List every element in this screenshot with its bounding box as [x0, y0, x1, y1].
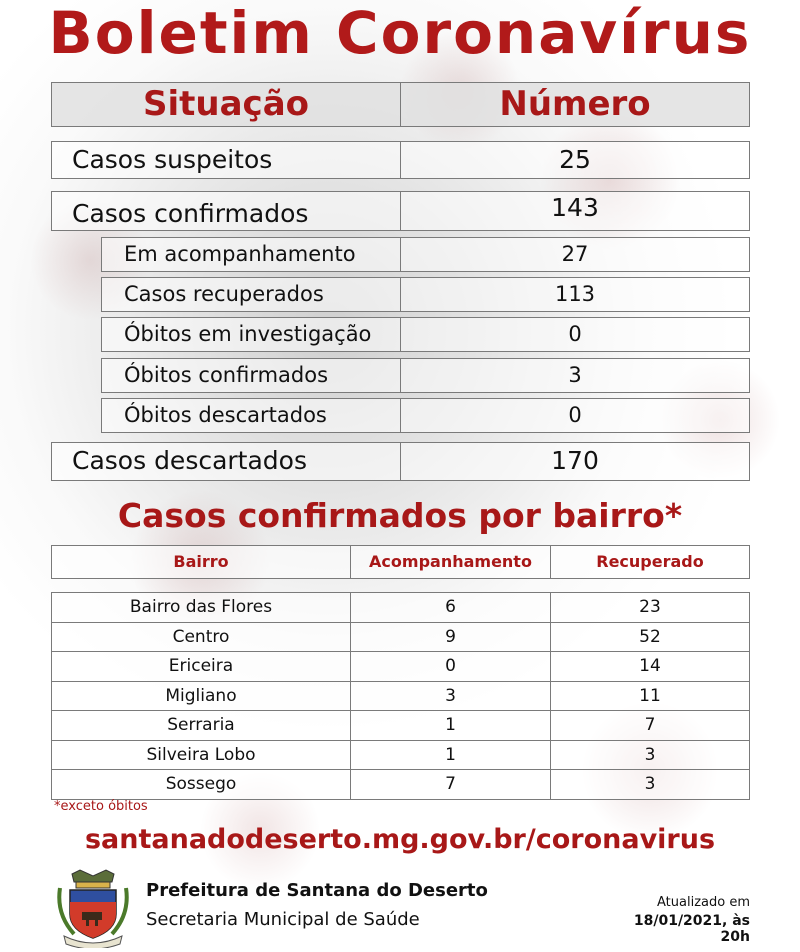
bairro-name-cell: Silveira Lobo: [51, 740, 351, 771]
bairro-name-cell: Centro: [51, 622, 351, 653]
bairro-name-cell: Bairro das Flores: [51, 592, 351, 623]
bairros-section-title: Casos confirmados por bairro*: [117, 496, 683, 535]
row-value-obitos-descartados: 0: [400, 398, 750, 433]
row-label-casos-suspeitos: Casos suspeitos: [51, 141, 401, 179]
bairro-acompanhamento-cell: 6: [350, 592, 551, 623]
row-value-casos-suspeitos: 25: [400, 141, 750, 179]
footnote: *exceto óbitos: [54, 799, 148, 814]
bairro-acompanhamento-cell: 0: [350, 651, 551, 682]
bairro-name-cell: Migliano: [51, 681, 351, 712]
bairro-acompanhamento-cell: 1: [350, 740, 551, 771]
page-title: Boletim Coronavírus: [48, 0, 752, 67]
row-value-em-acompanhamento: 27: [400, 237, 750, 272]
column-header-situacao: Situação: [51, 82, 401, 127]
bairro-acompanhamento-cell: 9: [350, 622, 551, 653]
row-value-obitos-confirmados: 3: [400, 358, 750, 393]
row-value-casos-confirmados: 143: [400, 191, 750, 231]
bairro-recuperado-cell: 3: [550, 740, 750, 771]
website-link[interactable]: santanadodeserto.mg.gov.br/coronavirus: [84, 824, 716, 855]
row-label-casos-confirmados: Casos confirmados: [51, 191, 401, 231]
bairro-name-cell: Ericeira: [51, 651, 351, 682]
bairros-header-acompanhamento: Acompanhamento: [350, 545, 551, 579]
bairro-recuperado-cell: 23: [550, 592, 750, 623]
bairro-recuperado-cell: 11: [550, 681, 750, 712]
bairro-recuperado-cell: 7: [550, 710, 750, 741]
organization-name: Prefeitura de Santana do Deserto: [146, 880, 488, 901]
column-header-numero: Número: [400, 82, 750, 127]
bairros-header-recuperado: Recuperado: [550, 545, 750, 579]
row-label-obitos-confirmados: Óbitos confirmados: [101, 358, 401, 393]
bairro-recuperado-cell: 14: [550, 651, 750, 682]
bairros-header-bairro: Bairro: [51, 545, 351, 579]
bairro-name-cell: Sossego: [51, 769, 351, 800]
municipal-coat-of-arms-icon: [54, 868, 132, 948]
bairro-acompanhamento-cell: 3: [350, 681, 551, 712]
row-value-obitos-em-investigacao: 0: [400, 317, 750, 352]
bairro-name-cell: Serraria: [51, 710, 351, 741]
row-label-casos-recuperados: Casos recuperados: [101, 277, 401, 312]
bairro-recuperado-cell: 3: [550, 769, 750, 800]
row-value-casos-descartados: 170: [400, 442, 750, 481]
organization-department: Secretaria Municipal de Saúde: [146, 909, 420, 930]
row-value-casos-recuperados: 113: [400, 277, 750, 312]
row-label-obitos-em-investigacao: Óbitos em investigação: [101, 317, 401, 352]
row-label-obitos-descartados: Óbitos descartados: [101, 398, 401, 433]
updated-datetime: 18/01/2021, às 20h: [633, 913, 750, 945]
updated-label: Atualizado em: [657, 895, 750, 910]
row-label-em-acompanhamento: Em acompanhamento: [101, 237, 401, 272]
bairro-acompanhamento-cell: 1: [350, 710, 551, 741]
row-label-casos-descartados: Casos descartados: [51, 442, 401, 481]
bairro-recuperado-cell: 52: [550, 622, 750, 653]
bairro-acompanhamento-cell: 7: [350, 769, 551, 800]
